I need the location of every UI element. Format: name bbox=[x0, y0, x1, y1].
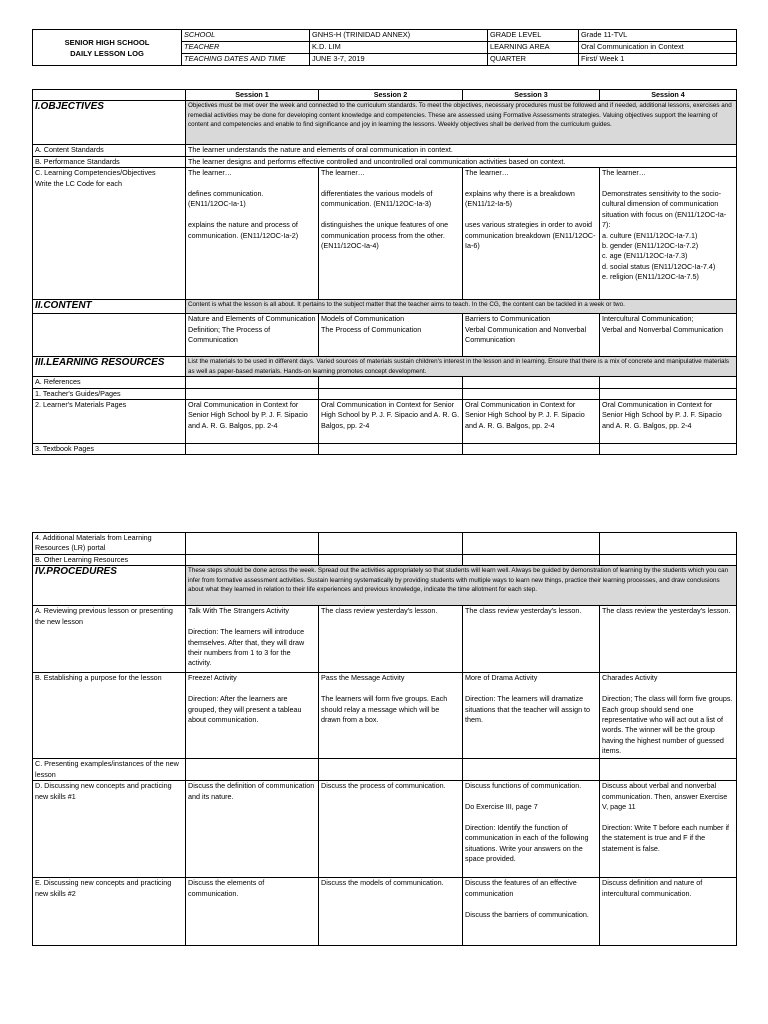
content-blank-cell bbox=[33, 314, 186, 357]
tg-cell-3 bbox=[463, 388, 600, 399]
lesson-table-part1 bbox=[32, 89, 737, 455]
content-heading: II.CONTENT bbox=[33, 300, 186, 314]
tg-cell-4 bbox=[600, 388, 737, 399]
additional-cell-2 bbox=[319, 533, 463, 555]
procedure-d-session-4: Discuss about verbal and nonverbal communication. Then, answer Exercise V, page 11 Direction: Write T before each number if the statement is true and F if the statement is false. bbox=[600, 781, 737, 878]
procedure-c-cell-3 bbox=[463, 759, 600, 781]
procedures-note: These steps should be done across the week. Spread out the activities appropriately so that students will learn well. Always be guided by demonstration of learning by the students which you can infer from formative assessment activities. Sustain learning systematically by providing students with multiple ways to learn new things, practice their learning processes, and draw conclusions about what they learned in relation to their life experiences and previous knowledge, indicate the time allotment for each step. bbox=[186, 566, 737, 606]
textbook-cell-3 bbox=[463, 444, 600, 455]
procedure-d-label: D. Discussing new concepts and practicing new skills #1 bbox=[33, 781, 186, 878]
teacher-value: K.D. LIM bbox=[310, 42, 488, 54]
teacher-label: TEACHER bbox=[182, 42, 310, 54]
content-note: Content is what the lesson is all about. It pertains to the subject matter that the teacher aims to teach. In the CG, the content can be tackled in a week or two. bbox=[186, 300, 737, 314]
content-standards-label: A. Content Standards bbox=[33, 145, 186, 156]
procedure-b-session-1: Freeze! Activity Direction: After the learners are grouped, they will present a tableau about communication. bbox=[186, 673, 319, 759]
session-4-header: Session 4 bbox=[600, 90, 737, 101]
resources-heading: III.LEARNING RESOURCES bbox=[33, 357, 186, 377]
objectives-heading: I.OBJECTIVES bbox=[33, 101, 186, 145]
additional-cell-1 bbox=[186, 533, 319, 555]
procedure-c-label: C. Presenting examples/instances of the new lesson bbox=[33, 759, 186, 781]
lesson-table-part2 bbox=[32, 532, 737, 946]
other-resources-label: B. Other Learning Resources bbox=[33, 555, 186, 566]
references-label: A. References bbox=[33, 377, 186, 388]
session-3-header: Session 3 bbox=[463, 90, 600, 101]
textbook-cell-2 bbox=[319, 444, 463, 455]
grade-value: Grade 11-TVL bbox=[579, 30, 737, 42]
procedure-b-session-2: Pass the Message Activity The learners will form five groups. Each should relay a message which will be drawn from a box. bbox=[319, 673, 463, 759]
dates-value: JUNE 3-7, 2019 bbox=[310, 54, 488, 66]
references-cell-2 bbox=[319, 377, 463, 388]
procedure-a-label: A. Reviewing previous lesson or presenting the new lesson bbox=[33, 606, 186, 673]
school-value: GNHS-H (TRINIDAD ANNEX) bbox=[310, 30, 488, 42]
other-cell-1 bbox=[186, 555, 319, 566]
competency-session-2: The learner… differentiates the various models of communication. (EN11/12OC-Ia-3) distinguishes the unique features of one communication process from the other. (EN11/12OC-Ia-4) bbox=[319, 168, 463, 300]
competencies-label: C. Learning Competencies/Objectives Write the LC Code for each bbox=[33, 168, 186, 300]
textbook-cell-4 bbox=[600, 444, 737, 455]
references-cell-1 bbox=[186, 377, 319, 388]
tg-cell-1 bbox=[186, 388, 319, 399]
resources-note: List the materials to be used in different days. Varied sources of materials sustain children's interest in the lesson and in learning. Ensure that there is a mix of concrete and manipulative materials as well as paper-based materials. Hands-on learning promotes concept development. bbox=[186, 357, 737, 377]
procedure-a-session-4: The class review the yesterday's lesson. bbox=[600, 606, 737, 673]
quarter-label: QUARTER bbox=[488, 54, 579, 66]
log-title: SENIOR HIGH SCHOOL DAILY LESSON LOG bbox=[33, 30, 182, 66]
content-session-3: Barriers to Communication Verbal Communication and Nonverbal Communication bbox=[463, 314, 600, 357]
additional-cell-3 bbox=[463, 533, 600, 555]
header-table bbox=[32, 29, 737, 66]
procedure-e-session-4: Discuss definition and nature of intercultural communication. bbox=[600, 878, 737, 946]
tg-cell-2 bbox=[319, 388, 463, 399]
procedure-a-session-2: The class review yesterday's lesson. bbox=[319, 606, 463, 673]
other-cell-2 bbox=[319, 555, 463, 566]
procedure-d-session-3: Discuss functions of communication. Do Exercise III, page 7 Direction: Identify the function of communication in each of the following situations. Write your answers on the space provided. bbox=[463, 781, 600, 878]
other-cell-4 bbox=[600, 555, 737, 566]
lm-session-4: Oral Communication in Context for Senior High School by P. J. F. Sipacio and A. R. G. Balgos, pp. 2-4 bbox=[600, 400, 737, 444]
quarter-value: First/ Week 1 bbox=[579, 54, 737, 66]
procedures-heading: IV.PROCEDURES bbox=[33, 566, 186, 606]
learners-materials-label: 2. Learner's Materials Pages bbox=[33, 400, 186, 444]
textbook-label: 3. Textbook Pages bbox=[33, 444, 186, 455]
procedure-a-session-3: The class review yesterday's lesson. bbox=[463, 606, 600, 673]
procedure-a-session-1: Talk With The Strangers Activity Direction: The learners will introduce themselves. After that, they will draw their numbers from 1 to 3 for the activity. bbox=[186, 606, 319, 673]
performance-standards-text: The learner designs and performs effective controlled and uncontrolled oral communication activities based on context. bbox=[186, 156, 737, 167]
competency-session-3: The learner… explains why there is a breakdown (EN11/12-Ia-5) uses various strategies in order to avoid communication breakdown (EN11/12OC-Ia-6) bbox=[463, 168, 600, 300]
session-2-header: Session 2 bbox=[319, 90, 463, 101]
content-session-2: Models of Communication The Process of Communication bbox=[319, 314, 463, 357]
procedure-d-session-2: Discuss the process of communication. bbox=[319, 781, 463, 878]
competency-session-1: The learner… defines communication. (EN11/12OC-Ia-1) explains the nature and process of communication. (EN11/12OC-Ia-2) bbox=[186, 168, 319, 300]
corner-cell bbox=[33, 90, 186, 101]
teachers-guide-label: 1. Teacher's Guides/Pages bbox=[33, 388, 186, 399]
procedure-b-label: B. Establishing a purpose for the lesson bbox=[33, 673, 186, 759]
area-label: LEARNING AREA bbox=[488, 42, 579, 54]
procedure-e-session-1: Discuss the elements of communication. bbox=[186, 878, 319, 946]
procedure-b-session-4: Charades Activity Direction; The class will form five groups. Each group should send one representative who will act out a list of words. The winner will be the group having the highest number of guessed items. bbox=[600, 673, 737, 759]
procedure-c-cell-2 bbox=[319, 759, 463, 781]
procedure-e-session-2: Discuss the models of communication. bbox=[319, 878, 463, 946]
references-cell-3 bbox=[463, 377, 600, 388]
procedure-e-session-3: Discuss the features of an effective communication Discuss the barriers of communication. bbox=[463, 878, 600, 946]
textbook-cell-1 bbox=[186, 444, 319, 455]
content-session-4: Intercultural Communication; Verbal and Nonverbal Communication bbox=[600, 314, 737, 357]
area-value: Oral Communication in Context bbox=[579, 42, 737, 54]
references-cell-4 bbox=[600, 377, 737, 388]
competency-session-4: The learner… Demonstrates sensitivity to the socio-cultural dimension of communication situation with focus on (EN11/12OC-Ia-7): a. culture (EN11/12OC-Ia-7.1) b. gender (EN11/12OC-Ia-7.2) c. age (EN11/12OC-Ia-7.3) d. social status (EN11/12OC-Ia-7.4) e. religion (EN11/12OC-Ia-7.5) bbox=[600, 168, 737, 300]
session-1-header: Session 1 bbox=[186, 90, 319, 101]
other-cell-3 bbox=[463, 555, 600, 566]
objectives-note: Objectives must be met over the week and connected to the curriculum standards. To meet the objectives, necessary procedures must be followed and if needed, additional lessons, exercises and remedial activities may be done for developing content knowledge and competencies. These are assessed using Formative Assessments strategies. Valuing objectives support the learning of content and competencies and enable to find significance and joy in learning the lessons. Weekly objectives shall be derived from the curriculum guides. bbox=[186, 101, 737, 145]
school-label: SCHOOL bbox=[182, 30, 310, 42]
lm-session-1: Oral Communication in Context for Senior High School by P. J. F. Sipacio and A. R. G. Balgos, pp. 2-4 bbox=[186, 400, 319, 444]
content-standards-text: The learner understands the nature and elements of oral communication in context. bbox=[186, 145, 737, 156]
lm-session-2: Oral Communication in Context for Senior High School by P. J. F. Sipacio and A. R. G. Balgos, pp. 2-4 bbox=[319, 400, 463, 444]
performance-standards-label: B. Performance Standards bbox=[33, 156, 186, 167]
procedure-e-label: E. Discussing new concepts and practicing new skills #2 bbox=[33, 878, 186, 946]
procedure-c-cell-4 bbox=[600, 759, 737, 781]
procedure-d-session-1: Discuss the definition of communication and its nature. bbox=[186, 781, 319, 878]
dates-label: TEACHING DATES AND TIME bbox=[182, 54, 310, 66]
additional-materials-label: 4. Additional Materials from Learning Resources (LR) portal bbox=[33, 533, 186, 555]
procedure-c-cell-1 bbox=[186, 759, 319, 781]
lm-session-3: Oral Communication in Context for Senior High School by P. J. F. Sipacio and A. R. G. Balgos, pp. 2-4 bbox=[463, 400, 600, 444]
content-session-1: Nature and Elements of Communication Definition; The Process of Communication bbox=[186, 314, 319, 357]
additional-cell-4 bbox=[600, 533, 737, 555]
procedure-b-session-3: More of Drama Activity Direction: The learners will dramatize situations that the teacher will assign to them. bbox=[463, 673, 600, 759]
grade-label: GRADE LEVEL bbox=[488, 30, 579, 42]
